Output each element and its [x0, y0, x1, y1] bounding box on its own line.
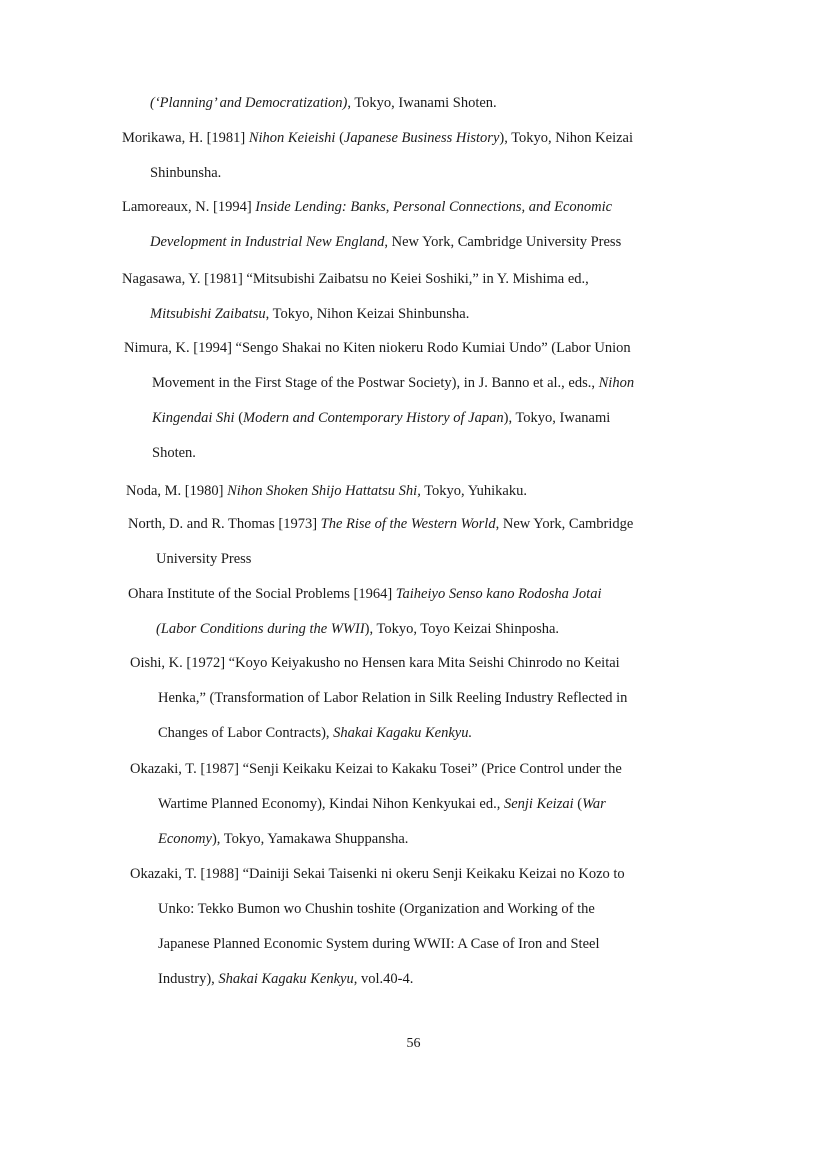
reference-text: Morikawa, H. [1981]	[122, 130, 249, 146]
reference-line	[128, 612, 724, 647]
reference-text: North, D. and R. Thomas [1973]	[128, 516, 321, 532]
italic-title-text: (	[156, 621, 161, 637]
reference-text: Nagasawa, Y. [1981] “Mitsubishi Zaibatsu no Keiei Soshiki,” in Y. Mishima ed.,	[122, 271, 589, 287]
reference-text: , Tokyo, Nihon Keizai Shinbunsha.	[265, 306, 470, 322]
reference-text: ), Tokyo, Iwanami	[503, 410, 611, 426]
italic-title-text: Nihon Shoken Shijo Hattatsu Shi,	[227, 483, 421, 499]
italic-title-text: Senji Keizai	[503, 796, 574, 812]
reference-line	[122, 262, 722, 297]
reference-line	[122, 190, 722, 225]
reference-text: Okazaki, T. [1988] “Dainiji Sekai Taisenki ni okeru Senji Keikaku Keizai no Kozo to	[130, 866, 625, 882]
reference-line	[150, 86, 720, 121]
reference-line	[126, 474, 722, 509]
italic-title-text: Labor Conditions during the WWII	[160, 621, 365, 637]
reference-text: Unko: Tekko Bumon wo Chushin toshite (Organization and Working of the	[158, 901, 595, 917]
reference-line	[130, 787, 726, 822]
reference-text: Movement in the First Stage of the Postwar Society), in J. Banno et al., eds.,	[152, 375, 599, 391]
reference-line	[124, 401, 722, 436]
reference-text: Shoten.	[152, 445, 196, 461]
reference-text: , Tokyo, Iwanami Shoten.	[347, 95, 497, 111]
reference-text: Industry),	[158, 971, 219, 987]
italic-title-text: Mitsubishi Zaibatsu	[150, 306, 266, 322]
italic-title-text: Economy	[158, 831, 212, 847]
reference-line	[130, 892, 728, 927]
reference-entry	[150, 86, 720, 121]
reference-line	[130, 716, 726, 751]
reference-text: (	[234, 410, 244, 426]
reference-line	[128, 542, 724, 577]
reference-text: Lamoreaux, N. [1994]	[122, 199, 256, 215]
reference-entry	[128, 577, 724, 647]
reference-text: (	[573, 796, 583, 812]
reference-line	[130, 857, 728, 892]
reference-line	[124, 436, 722, 471]
reference-text: Changes of Labor Contracts),	[158, 725, 334, 741]
reference-line	[122, 225, 722, 260]
reference-text: Henka,” (Transformation of Labor Relation in Silk Reeling Industry Reflected in	[158, 690, 628, 706]
reference-line	[122, 121, 722, 156]
reference-text: , vol.40-4.	[353, 971, 414, 987]
reference-entry	[130, 646, 726, 751]
reference-line	[122, 297, 722, 332]
reference-line	[130, 822, 726, 857]
reference-text: Japanese Planned Economic System during WWII: A Case of Iron and Steel	[158, 936, 600, 952]
reference-entry	[130, 752, 726, 857]
reference-line	[130, 927, 728, 962]
italic-title-text: The Rise of the Western World	[320, 516, 496, 532]
reference-entry	[128, 507, 724, 577]
reference-line	[130, 962, 728, 997]
reference-text: , New York, Cambridge University Press	[384, 234, 622, 250]
italic-title-text: War	[582, 796, 606, 812]
reference-text: University Press	[156, 551, 252, 567]
reference-entry	[126, 474, 722, 509]
reference-text: Oishi, K. [1972] “Koyo Keiyakusho no Hensen kara Mita Seishi Chinrodo no Keitai	[130, 655, 620, 671]
italic-title-text: Nihon	[598, 375, 635, 391]
reference-text: ), Tokyo, Yamakawa Shuppansha.	[211, 831, 409, 847]
reference-entry	[122, 262, 722, 332]
reference-line	[130, 646, 726, 681]
reference-text: Noda, M. [1980]	[126, 483, 228, 499]
reference-text: ), Tokyo, Toyo Keizai Shinposha.	[364, 621, 560, 637]
reference-text: (	[335, 130, 344, 146]
reference-line	[124, 331, 722, 366]
reference-entry	[130, 857, 728, 997]
reference-line	[130, 752, 726, 787]
italic-title-text: Shakai Kagaku Kenkyu	[218, 971, 354, 987]
italic-title-text: Kingendai Shi	[152, 410, 235, 426]
reference-line	[122, 156, 722, 191]
reference-text: Nimura, K. [1994] “Sengo Shakai no Kiten niokeru Rodo Kumiai Undo” (Labor Union	[124, 340, 631, 356]
reference-entry	[122, 190, 722, 260]
reference-entry	[124, 331, 722, 471]
reference-line	[128, 507, 724, 542]
italic-title-text: Nihon Keieishi	[248, 130, 336, 146]
reference-line	[130, 681, 726, 716]
reference-text: , New York, Cambridge	[495, 516, 634, 532]
page-number: 56	[406, 1036, 421, 1051]
italic-title-text: Modern and Contemporary History of Japan	[243, 410, 504, 426]
reference-text: ), Tokyo, Nihon Keizai	[499, 130, 634, 146]
reference-text: Okazaki, T. [1987] “Senji Keikaku Keizai to Kakaku Tosei” (Price Control under the	[130, 761, 622, 777]
italic-title-text: (‘Planning’ and Democratization)	[150, 95, 348, 111]
italic-title-text: Shakai Kagaku Kenkyu.	[333, 725, 473, 741]
italic-title-text: Taiheiyo Senso kano Rodosha Jotai	[395, 586, 602, 602]
italic-title-text: Development in Industrial New England	[150, 234, 385, 250]
reference-text: Shinbunsha.	[150, 165, 222, 181]
reference-line	[128, 577, 724, 612]
reference-text: Wartime Planned Economy), Kindai Nihon Kenkyukai ed.,	[158, 796, 504, 812]
italic-title-text: Inside Lending: Banks, Personal Connections, and Economic	[255, 199, 613, 215]
reference-text: Tokyo, Yuhikaku.	[420, 483, 527, 499]
italic-title-text: Japanese Business History	[343, 130, 500, 146]
reference-entry	[122, 121, 722, 191]
reference-text: Ohara Institute of the Social Problems [1964]	[128, 586, 396, 602]
reference-line	[124, 366, 722, 401]
